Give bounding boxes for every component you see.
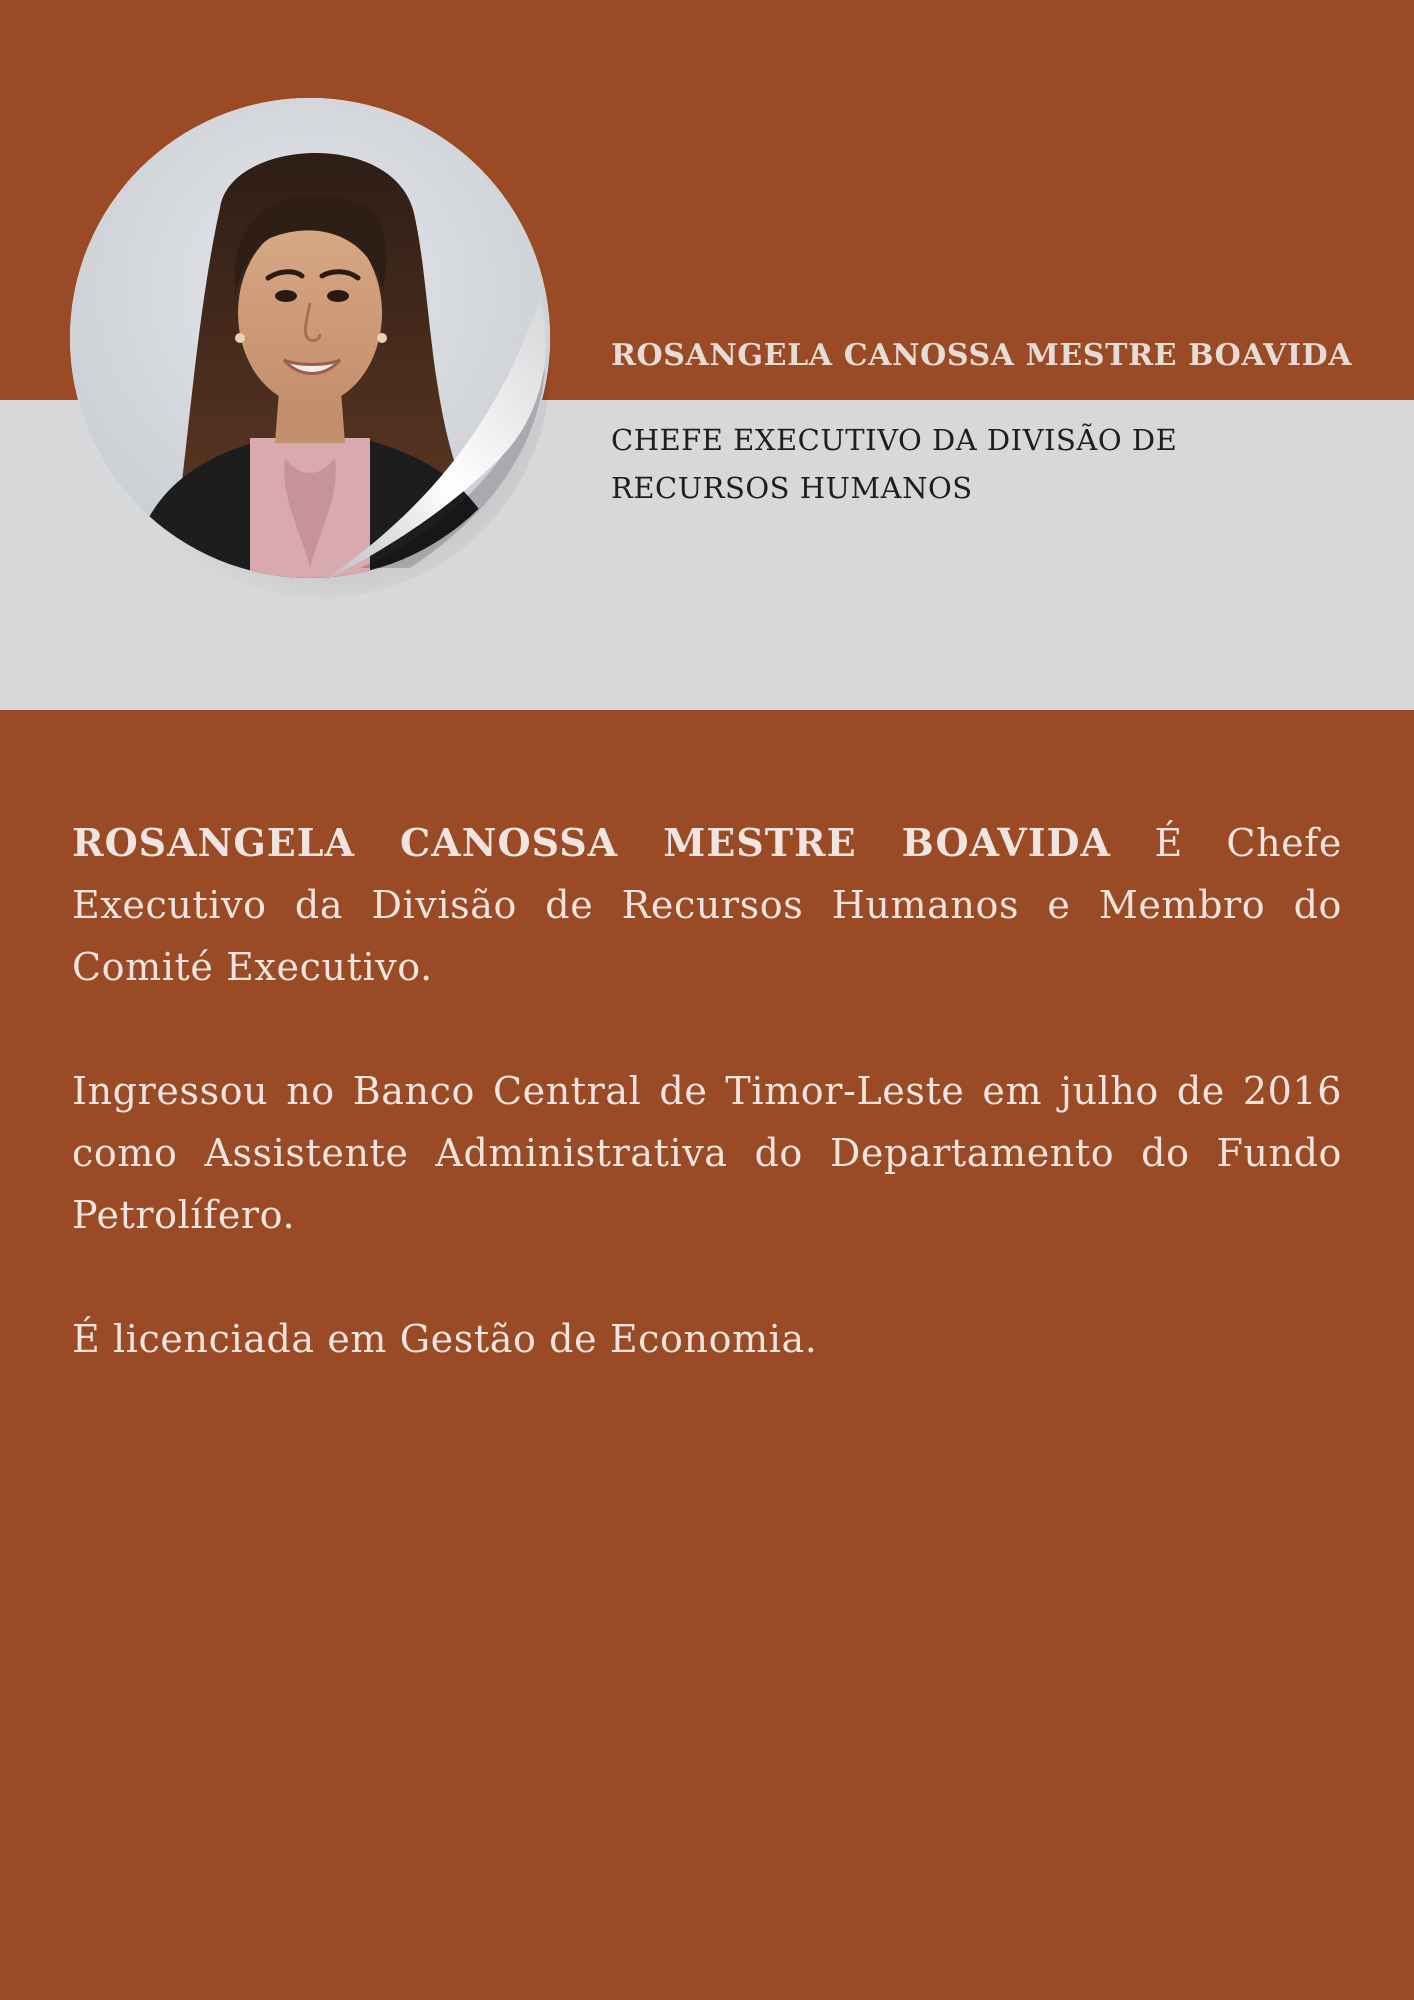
bio-paragraph-3: É licenciada em Gestão de Economia.	[72, 1317, 818, 1361]
portrait-illustration	[70, 98, 550, 578]
portrait-photo	[70, 98, 550, 578]
bio-paragraph-1	[72, 812, 1342, 998]
bio-paragraph-1-text: É Chefe Executivo da Divisão de Recursos Humanos e Membro do Comité Executivo.	[72, 821, 1343, 989]
header-role	[611, 416, 1291, 512]
biography	[72, 812, 1342, 1370]
profile-photo	[70, 98, 555, 583]
header-role-line-1: CHEFE EXECUTIVO DA DIVISÃO DE	[611, 423, 1178, 457]
bio-paragraph-2: Ingressou no Banco Central de Timor-Leste em julho de 2016 como Assistente Administrativa do Departamento do Fundo Petrolífero.	[72, 1069, 1342, 1237]
header-name: ROSANGELA CANOSSA MESTRE BOAVIDA	[611, 338, 1353, 373]
header-role-line-2: RECURSOS HUMANOS	[611, 471, 973, 505]
bio-name: ROSANGELA CANOSSA MESTRE BOAVIDA	[72, 820, 1111, 865]
